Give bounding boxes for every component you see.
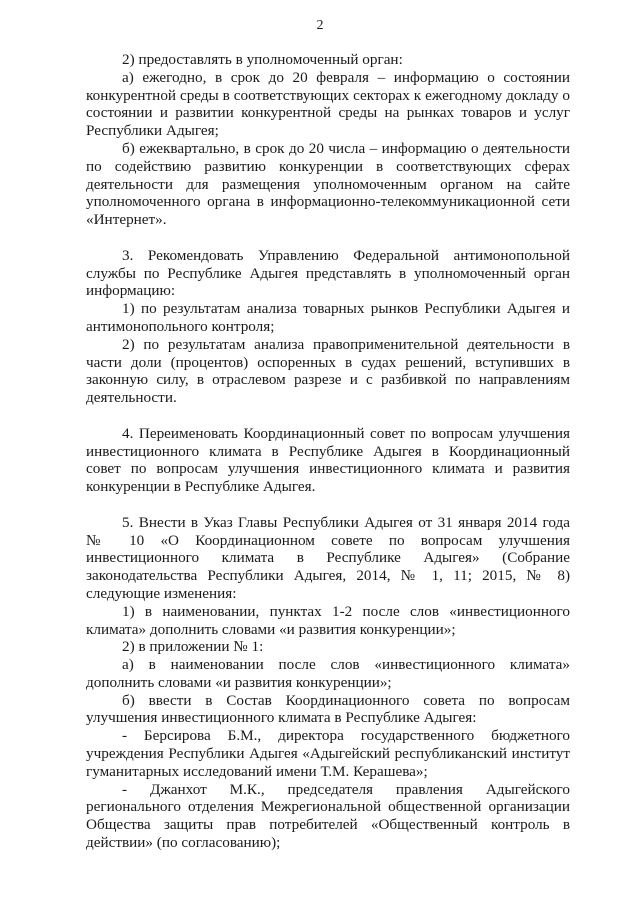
paragraph-3-2: 2) по результатам анализа правоприменительной деятельности в части доли (процентов) оспоренных в судах решений, вступивших в законную силу, в отраслевом разрезе и с разбивкой по направлениям деятельности. (86, 335, 570, 407)
paragraph-5-2: 2) в приложении № 1: (122, 638, 264, 656)
paragraph-4: 4. Переименовать Координационный совет по вопросам улучшения инвестиционного климата в Республике Адыгея в Координационный совет по вопросам улучшения инвестиционного климата и развития конкуренции в Республике Адыгея. (86, 424, 570, 496)
paragraph-5-1: 1) в наименовании, пунктах 1-2 после слов «инвестиционного климата» дополнить словами «и развития конкуренции»; (86, 602, 570, 638)
paragraph-5: 5. Внести в Указ Главы Республики Адыгея от 31 января 2014 года № 10 «О Координационном совете по вопросам улучшения инвестиционного климата в Республике Адыгея» (Собрание законодательства Республики Адыгея, 2014, № 1, 11; 2015, № 8) следующие изменения: (86, 513, 570, 602)
paragraph-member-bersirov: - Берсирова Б.М., директора государственного бюджетного учреждения Республики Адыгея «Адыгейский республиканский институт гуманитарных исследований имени Т.М. Керашева»; (86, 727, 570, 780)
paragraph-5-2b: б) ввести в Состав Координационного совета по вопросам улучшения инвестиционного климата в Республике Адыгея: (86, 691, 570, 727)
document-body (86, 51, 570, 852)
paragraph-2b: б) ежеквартально, в срок до 20 числа – информацию о деятельности по содействию развитию конкуренции в соответствующих сферах деятельности для размещения уполномоченным органом на сайте уполномоченного органа в информационно-телекоммуникационной сети «Интернет». (86, 139, 570, 229)
page-number: 2 (316, 18, 324, 33)
paragraph-2a: а) ежегодно, в срок до 20 февраля – информацию о состоянии конкурентной среды в соответствующих секторах к ежегодному докладу о состоянии и развитии конкурентной среды на рынках товаров и услуг Республики Адыгея; (86, 68, 570, 140)
paragraph-3: 3. Рекомендовать Управлению Федеральной антимонопольной службы по Республике Адыгея представлять в уполномоченный орган информацию: (86, 246, 570, 300)
paragraph-3-1: 1) по результатам анализа товарных рынков Республики Адыгея и антимонопольного контроля; (86, 300, 570, 335)
paragraph-2-intro: 2) предоставлять в уполномоченный орган: (122, 51, 403, 68)
paragraph-member-dzhankhot: - Джанхот М.К., председателя правления Адыгейского регионального отделения Межрегиональной общественной организации Общества защиты прав потребителей «Общественный контроль в действии» (по согласованию); (86, 780, 570, 852)
paragraph-5-2a: а) в наименовании после слов «инвестиционного климата» дополнить словами «и развития конкуренции»; (86, 656, 570, 691)
